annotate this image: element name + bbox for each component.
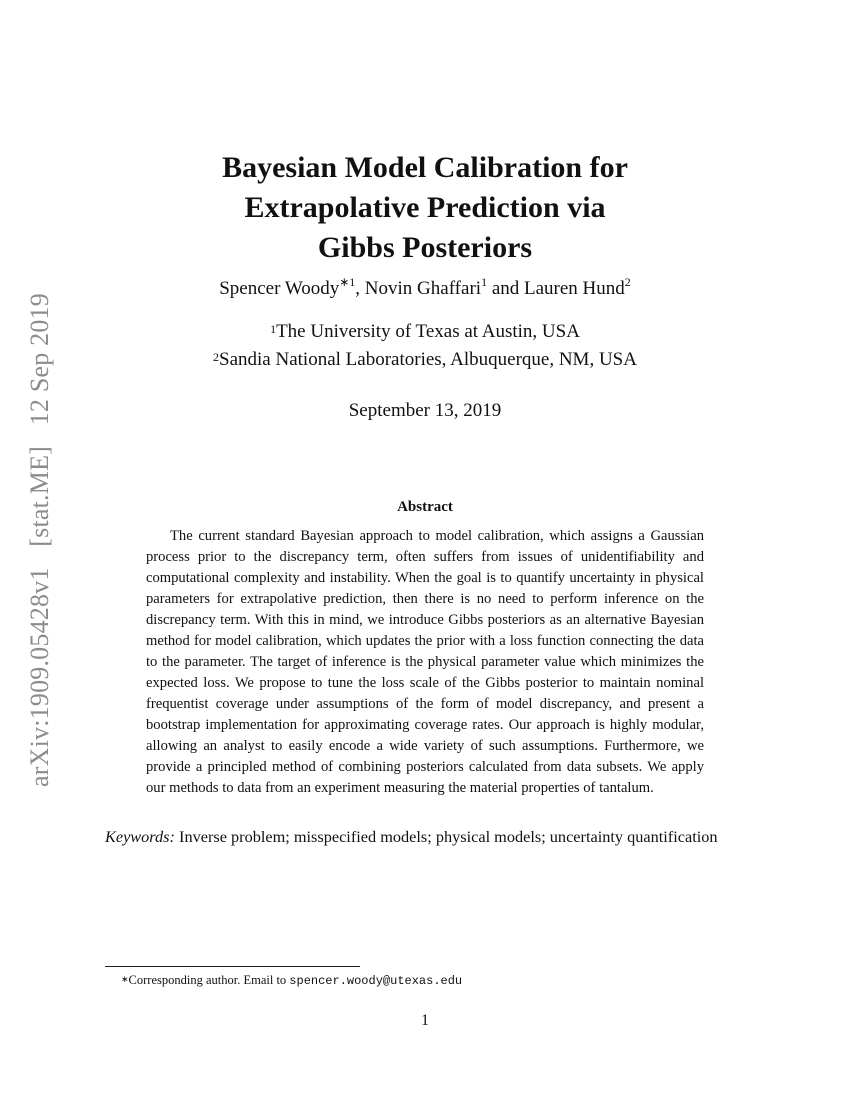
footnote (105, 972, 771, 989)
arxiv-id: arXiv:1909.05428v1 (25, 567, 54, 787)
keywords-text: Inverse problem; misspecified models; physical models; uncertainty quantification (174, 827, 718, 846)
author-1-affil-marker: ∗1 (339, 275, 356, 289)
author-name-1: Spencer Woody (219, 278, 340, 299)
author-2-affil-marker: 1 (481, 275, 488, 289)
affiliation-1-marker: 1 (270, 322, 277, 336)
affiliation-1-text: The University of Texas at Austin, USA (276, 321, 580, 342)
author-3-affil-marker: 2 (624, 275, 631, 289)
affiliation-2-marker: 2 (213, 350, 220, 364)
footnote-rule (105, 966, 360, 967)
author-separator-2: and (487, 278, 524, 299)
page-number: 1 (421, 1012, 429, 1029)
footnote-email: spencer.woody@utexas.edu (289, 974, 463, 988)
paper-title (0, 148, 850, 268)
author-name-3: Lauren Hund (524, 278, 625, 299)
affiliations (0, 318, 850, 374)
affiliation-2-text: Sandia National Laboratories, Albuquerque, NM, USA (219, 349, 637, 370)
affiliation-2 (0, 346, 850, 374)
author-list (0, 275, 850, 300)
abstract-body: The current standard Bayesian approach to model calibration, which assigns a Gaussian process prior to the discrepancy term, often suffers from issues of unidentifiability and computational complexity and instability. When the goal is to quantify uncertainty in physical parameters for extrapolative prediction, then there is no need to perform inference on the discrepancy term. With this in mind, we introduce Gibbs posteriors as an alternative Bayesian method for model calibration, which updates the prior with a loss function connecting the data to the parameter. The target of inference is the physical parameter value which minimizes the expected loss. We propose to tune the loss scale of the Gibbs posterior to maintain nominal frequentist coverage under assumptions of the form of model discrepancy, and present a bootstrap implementation for approximating coverage rates. Our approach is highly modular, allowing an analyst to easily encode a wide variety of such assumptions. Furthermore, we provide a principled method of combining posteriors calculated from data subsets. We apply our methods to data from an experiment measuring the material properties of tantalum. (146, 528, 704, 796)
abstract-heading: Abstract (397, 499, 453, 515)
arxiv-date: 12 Sep 2019 (25, 293, 54, 426)
footnote-text: Corresponding author. Email to (128, 973, 290, 987)
author-separator-1: , (355, 278, 365, 299)
title-line-2: Extrapolative Prediction via (244, 191, 606, 224)
arxiv-category: [stat.ME] (25, 445, 54, 547)
title-line-3: Gibbs Posteriors (317, 231, 533, 264)
keywords-label: Keywords: (105, 827, 175, 846)
publication-date: September 13, 2019 (348, 400, 502, 421)
title-line-1: Bayesian Model Calibration for (222, 151, 628, 184)
author-name-2: Novin Ghaffari (364, 278, 482, 299)
keywords (105, 826, 745, 848)
affiliation-1 (0, 318, 850, 346)
footnote-marker: ∗ (121, 974, 129, 984)
